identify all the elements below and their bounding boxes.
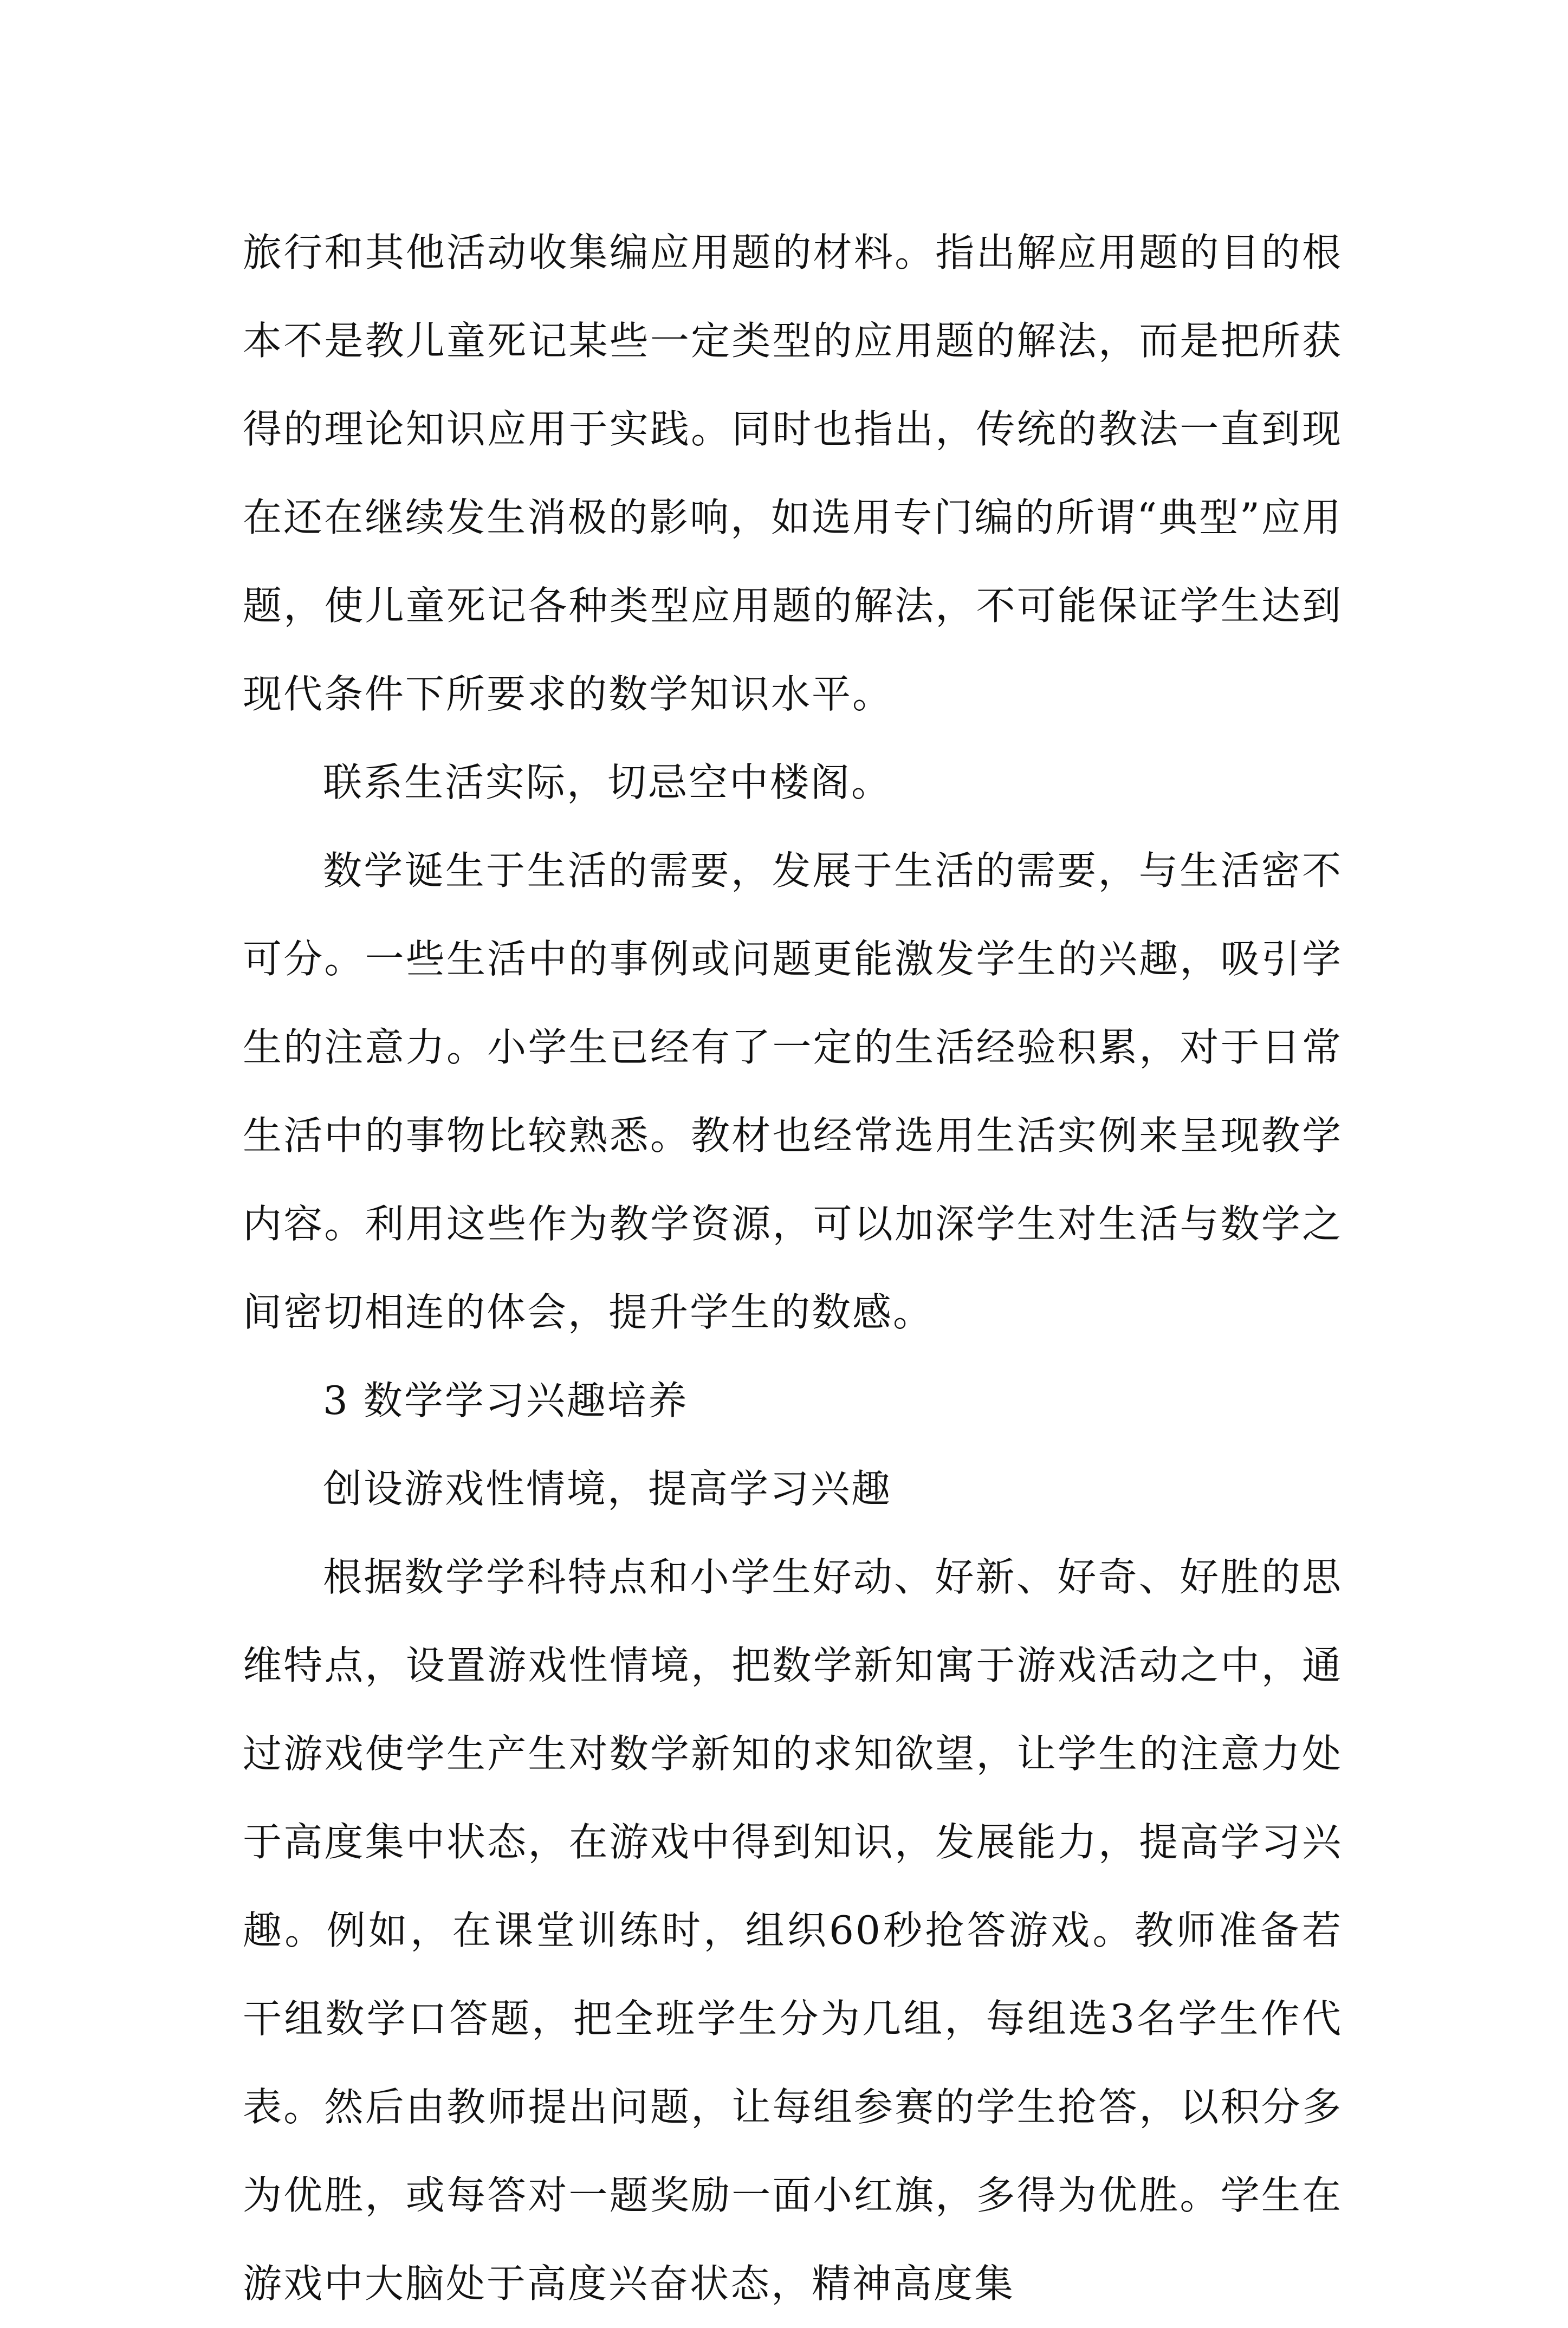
body-text <box>243 209 1343 2328</box>
section-heading-interest: 3 数学学习兴趣培养 <box>323 1378 689 1423</box>
paragraph-game: 根据数学学科特点和小学生好动、好新、好奇、好胜的思维特点，设置游戏性情境，把数学新知寓于游戏活动之中，通过游戏使学生产生对数学新知的求知欲望，让学生的注意力处于高度集中状态，在游戏中得到知识，发展能力，提高学习兴趣。例如，在课堂训练时，组织60秒抢答游戏。教师准备若干组数学口答题，把全班学生分为几组，每组选3名学生作代表。然后由教师提出问题，让每组参赛的学生抢答，以积分多为优胜，或每答对一题奖励一面小红旗，多得为优胜。学生在游戏中大脑处于高度兴奋状态，精神高度集 <box>243 1554 1343 2306</box>
subheading-game-situation: 创设游戏性情境，提高学习兴趣 <box>323 1466 892 1512</box>
subheading-life-connection: 联系生活实际，切忌空中楼阁。 <box>323 760 892 805</box>
paragraph-continuation: 旅行和其他活动收集编应用题的材料。指出解应用题的目的根本不是教儿童死记某些一定类型的应用题的解法，而是把所获得的理论知识应用于实践。同时也指出，传统的教法一直到现在还在继续发生消极的影响，如选用专门编的所谓“典型”应用题，使儿童死记各种类型应用题的解法，不可能保证学生达到现代条件下所要求的数学知识水平。 <box>243 230 1343 717</box>
paragraph-life-math: 数学诞生于生活的需要，发展于生活的需要，与生活密不可分。一些生活中的事例或问题更能激发学生的兴趣，吸引学生的注意力。小学生已经有了一定的生活经验积累，对于日常生活中的事物比较熟悉。教材也经常选用生活实例来呈现教学内容。利用这些作为教学资源，可以加深学生对生活与数学之间密切相连的体会，提升学生的数感。 <box>243 848 1343 1335</box>
